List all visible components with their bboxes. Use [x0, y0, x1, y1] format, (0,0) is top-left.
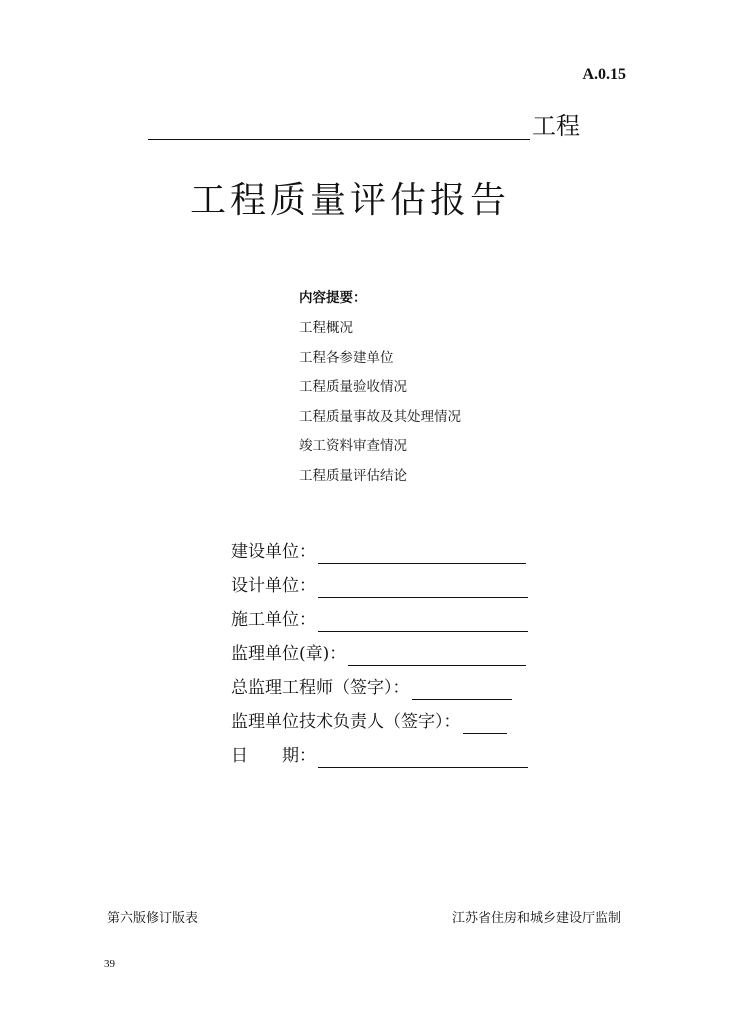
field-chief-supervisor [231, 666, 528, 700]
field-label: 监理单位技术负责人（签字）： [231, 712, 461, 732]
form-code: A.0.15 [582, 66, 626, 83]
field-technical-director [231, 700, 528, 734]
signature-fields [231, 530, 528, 768]
summary-item: 工程质量评估结论 [299, 467, 407, 484]
project-suffix: 工程 [532, 112, 580, 140]
project-name-row [148, 112, 580, 140]
summary-item: 工程各参建单位 [299, 349, 394, 366]
chief-supervisor-blank[interactable] [412, 679, 512, 700]
field-construction-unit [231, 530, 528, 564]
field-label: 日 期： [231, 746, 316, 766]
construction-unit-blank[interactable] [318, 543, 526, 564]
field-label: 建设单位： [231, 542, 316, 562]
footer-edition: 第六版修订版表 [107, 911, 199, 926]
field-label: 监理单位(章)： [231, 644, 347, 664]
field-label: 设计单位： [231, 576, 316, 596]
date-blank[interactable] [318, 747, 528, 768]
document-title [0, 172, 730, 223]
summary-item: 工程质量验收情况 [299, 379, 407, 396]
design-unit-blank[interactable] [318, 577, 528, 598]
field-contractor-unit [231, 598, 528, 632]
page-number: 39 [104, 958, 115, 970]
summary-item: 工程质量事故及其处理情况 [299, 408, 461, 425]
field-design-unit [231, 564, 528, 598]
field-label: 施工单位： [231, 610, 316, 630]
field-date [231, 734, 528, 768]
document-title-text: 工程质量评估报告 [189, 180, 510, 221]
supervision-unit-blank[interactable] [348, 645, 526, 666]
project-name-blank[interactable] [148, 113, 530, 140]
summary-section [299, 288, 461, 496]
summary-item: 工程概况 [299, 320, 353, 336]
technical-director-blank[interactable] [463, 713, 507, 734]
summary-item: 竣工资料审查情况 [299, 438, 407, 455]
field-supervision-unit [231, 632, 528, 666]
contractor-unit-blank[interactable] [318, 611, 528, 632]
footer-issuer: 江苏省住房和城乡建设厅监制 [452, 911, 622, 926]
field-label: 总监理工程师（签字）： [231, 678, 410, 698]
summary-heading: 内容提要： [299, 290, 367, 306]
